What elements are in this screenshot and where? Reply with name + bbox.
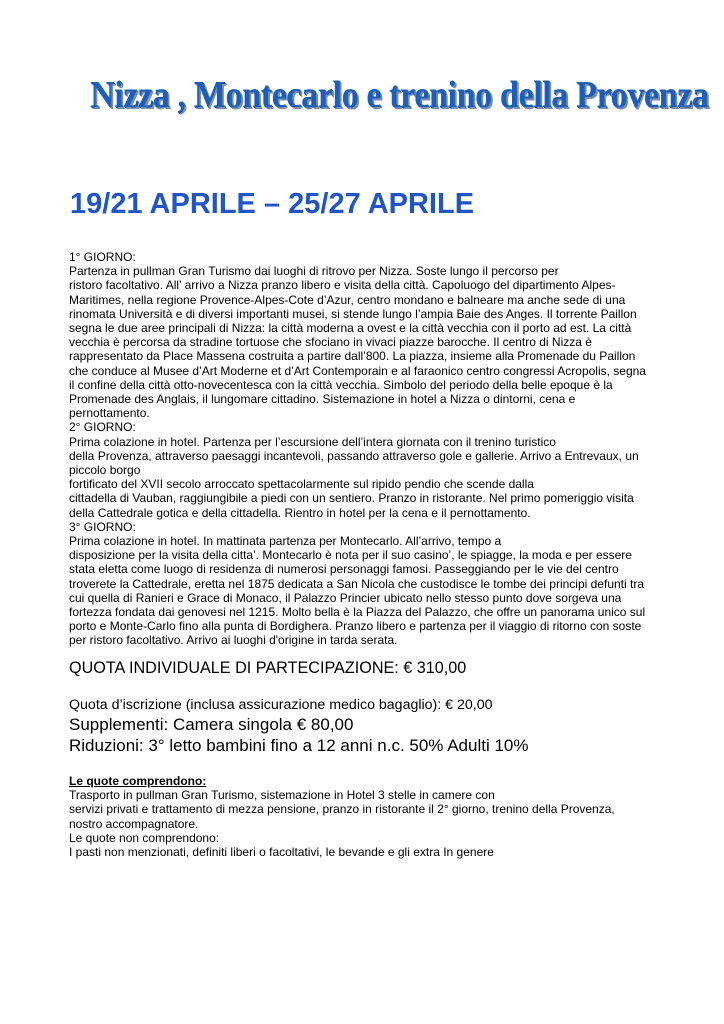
itinerary-line: fortificato del XVII secolo arroccato spettacolarmente sul ripido pendio che scende dalla: [69, 477, 534, 492]
itinerary-line: troverete la Cattedrale, eretta nel 1875 dedicata a San Nicola che custodisce le tombe dei principi defunti tra: [69, 576, 645, 591]
comprendono-line: I pasti non menzionati, definiti liberi o facoltativi, le bevande e gli extra In genere: [69, 845, 494, 860]
quote-comprendono-lines: [69, 788, 659, 859]
itinerary-line: della Cattedrale gotica e della cittadella. Rientro in hotel per la cena e il pernottamento.: [69, 505, 531, 520]
itinerary-line: pernottamento.: [69, 406, 150, 421]
itinerary-line: cui quella di Ranieri e Grace di Monaco, il Palazzo Princier ubicato nello stesso punto dove sorgeva una: [69, 590, 622, 605]
comprendono-line: servizi privati e trattamento di mezza pensione, pranzo in ristorante il 2° giorno, trenino della Provenza,: [69, 802, 615, 817]
itinerary-line: disposizione per la visita della citta’. Montecarlo è nota per il suo casino’, le spiagge, la moda e per essere: [69, 548, 632, 563]
travel-dates: 19/21 APRILE – 25/27 APRILE: [70, 188, 475, 220]
itinerary-line: cittadella di Vauban, raggiungibile a piedi con un sentiero. Pranzo in ristorante. Nel primo pomeriggio visita: [69, 491, 634, 506]
itinerary-line: della Provenza, attraverso paesaggi incantevoli, passando attraverso gole e gallerie. Arrivo a Entrevaux, un: [69, 448, 639, 463]
itinerary-line: Promenade des Anglais, il lungomare cittadino. Sistemazione in hotel a Nizza o dintorni, cena e: [69, 392, 576, 407]
comprendono-line: Trasporto in pullman Gran Turismo, sistemazione in Hotel 3 stelle in camere con: [69, 788, 495, 803]
banner-title: Nizza , Montecarlo e trenino della Provenza: [90, 74, 709, 116]
itinerary-text: [69, 250, 659, 648]
itinerary-line: ristoro facoltativo. All’ arrivo a Nizza pranzo libero e visita della città. Capoluogo del dipartimento Alpes-: [69, 278, 616, 293]
itinerary-line: stata eletta come luogo di residenza di numerosi personaggi famosi. Passeggiando per le vie del centro: [69, 562, 619, 577]
quota-iscrizione: Quota d’iscrizione (inclusa assicurazione medico bagaglio): € 20,00: [69, 697, 493, 713]
itinerary-line: piccolo borgo: [69, 463, 141, 478]
itinerary-line: 1° GIORNO:: [69, 250, 136, 264]
itinerary-line: Prima colazione in hotel. Partenza per l’escursione dell’intera giornata con il trenino turistico: [69, 434, 556, 449]
itinerary-line: porto e Monte-Carlo fino alla punta di Bordighera. Pranzo libero e partenza per il viaggio di ritorno con soste: [69, 619, 642, 634]
itinerary-line: vecchia è percorsa da stradine tortuose che sfociano in vivaci piazze barocche. Il centro di Nizza è: [69, 335, 592, 350]
itinerary-line: Partenza in pullman Gran Turismo dai luoghi di ritrovo per Nizza. Soste lungo il percorso per: [69, 264, 559, 279]
itinerary-line: 3° GIORNO:: [69, 519, 136, 534]
itinerary-line: Prima colazione in hotel. In mattinata partenza per Montecarlo. All’arrivo, tempo a: [69, 534, 502, 549]
itinerary-line: 2° GIORNO:: [69, 420, 136, 435]
itinerary-line: che conduce al Musee d’Art Moderne et d’Art Contemporain e al faraonico centro congressi Acropolis, segna: [69, 363, 646, 378]
supplementi: Supplementi: Camera singola € 80,00: [69, 715, 354, 734]
quote-comprendono-section: [69, 774, 659, 859]
itinerary-line: per ristoro facoltativo. Arrivo ai luoghi d'origine in tarda serata.: [69, 633, 398, 648]
itinerary-line: rappresentato da Place Massena costruita a partire dall’800. La piazza, insieme alla Promenade du Paillon: [69, 349, 636, 364]
quote-comprendono-heading: Le quote comprendono:: [69, 774, 207, 788]
comprendono-line: nostro accompagnatore.: [69, 816, 199, 831]
itinerary-line: il confine della città otto-novecentesca con la città vecchia. Simbolo del periodo della belle epoque è la: [69, 377, 613, 392]
itinerary-line: Maritimes, nella regione Provence-Alpes-Cote d’Azur, centro mondano e balneare ma anche sede di una: [69, 292, 626, 307]
itinerary-line: fortezza fondata dai genovesi nel 1215. Molto bella è la Piazza del Palazzo, che offre un panorama unico sul: [69, 605, 646, 620]
itinerary-line: rinomata Università e di diversi importanti musei, si stende lungo l’ampia Baie des Anges. Il torrente Paillon: [69, 306, 637, 321]
itinerary-line: segna le due aree principali di Nizza: la città moderna a ovest e la città vecchia con il porto ad est. La città: [69, 321, 632, 336]
riduzioni: Riduzioni: 3° letto bambini fino a 12 anni n.c. 50% Adulti 10%: [69, 736, 529, 755]
comprendono-line: Le quote non comprendono:: [69, 830, 220, 845]
quota-individuale: QUOTA INDIVIDUALE DI PARTECIPAZIONE: € 310,00: [69, 659, 467, 677]
